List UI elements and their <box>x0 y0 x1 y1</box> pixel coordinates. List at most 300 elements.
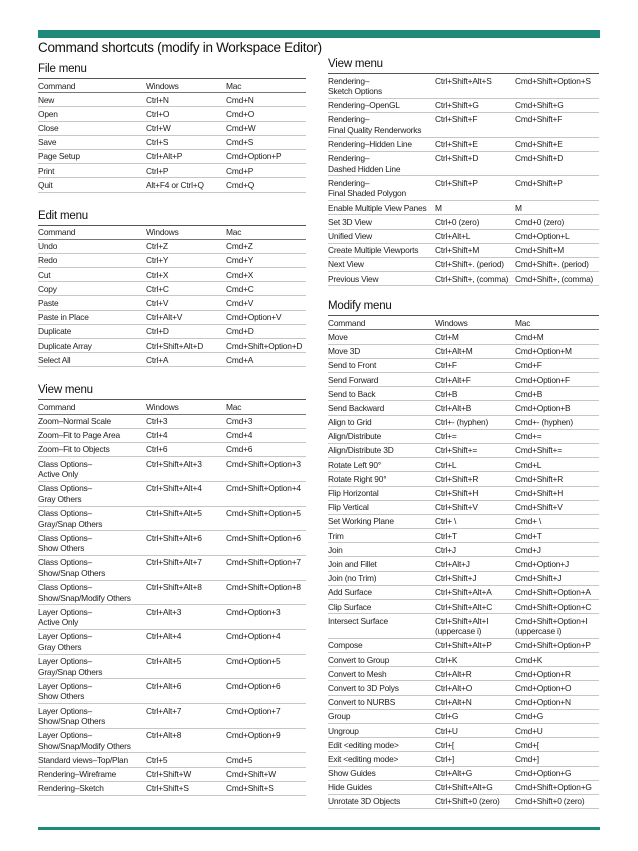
table-row <box>38 605 306 630</box>
command-cell: Duplicate Array <box>38 340 92 351</box>
command-cell: Save <box>38 137 57 148</box>
windows-shortcut-cell: Ctrl+Z <box>146 241 168 252</box>
mac-shortcut-cell: Cmd+Option+M <box>515 346 572 357</box>
mac-shortcut-cell: Cmd+Shift+S <box>226 783 274 794</box>
table-row <box>328 215 599 229</box>
windows-shortcut-cell: Ctrl+= <box>435 431 457 442</box>
windows-shortcut-cell: Ctrl+Shift+0 (zero) <box>435 796 500 807</box>
windows-shortcut-cell: Ctrl+Shift+Alt+5 <box>146 508 202 518</box>
table-row <box>328 113 599 138</box>
mac-shortcut-cell: Cmd+Shift+V <box>515 502 563 513</box>
windows-shortcut-cell: M <box>435 202 442 213</box>
command-cell: Rendering–OpenGL <box>328 100 400 111</box>
table-row <box>38 679 306 704</box>
table-row <box>328 345 599 359</box>
command-cell: Quit <box>38 179 53 190</box>
table-row <box>328 696 599 710</box>
table-row <box>328 201 599 215</box>
table-row <box>328 258 599 272</box>
mac-shortcut-cell: Cmd+N <box>226 94 254 105</box>
windows-shortcut-cell: Ctrl+3 <box>146 416 168 427</box>
table-row <box>328 653 599 667</box>
mac-shortcut-cell: Cmd+6 <box>226 444 253 455</box>
table-row <box>328 430 599 444</box>
mac-shortcut-cell: Cmd+Shift+P <box>515 177 563 188</box>
table-row <box>328 781 599 795</box>
command-cell: Exit <editing mode> <box>328 753 399 764</box>
table-header-row <box>38 400 306 414</box>
table-row <box>38 150 306 164</box>
windows-shortcut-cell: Ctrl+Shift+Alt+S <box>435 75 492 86</box>
header-windows: Windows <box>146 401 179 412</box>
table-row <box>38 581 306 606</box>
command-cell: Flip Vertical <box>328 502 369 513</box>
windows-shortcut-cell: Ctrl+Shift+= <box>435 445 478 456</box>
windows-shortcut-cell: Ctrl+Shift+Alt+6 <box>146 532 202 543</box>
mac-shortcut-cell: Cmd+3 <box>226 416 253 427</box>
mac-shortcut-cell: Cmd+Shift+H <box>515 488 564 498</box>
windows-shortcut-cell: Ctrl+- (hyphen) <box>435 417 489 428</box>
windows-shortcut-cell: Ctrl+Shift+J <box>435 573 477 584</box>
section-title: Edit menu <box>38 208 306 226</box>
command-cell: Layer Options– Active Only <box>38 606 92 628</box>
header-windows: Windows <box>146 80 179 91</box>
left-column <box>38 61 306 796</box>
table-row <box>38 729 306 754</box>
table-row <box>328 176 599 201</box>
command-cell: Copy <box>38 283 57 294</box>
table-row <box>328 557 599 571</box>
mac-shortcut-cell: Cmd+Shift+Option+D <box>226 340 303 351</box>
table-row <box>38 704 306 729</box>
windows-shortcut-cell: Ctrl+X <box>146 269 169 280</box>
header-mac: Mac <box>515 317 531 328</box>
table-row <box>328 600 599 614</box>
command-cell: Select All <box>38 354 71 365</box>
mac-shortcut-cell: Cmd+Shift+D <box>515 153 564 164</box>
command-cell: Set Working Plane <box>328 516 394 527</box>
command-cell: Unified View <box>328 231 372 241</box>
command-cell: Send Forward <box>328 374 379 385</box>
command-cell: Align/Distribute 3D <box>328 445 394 456</box>
table-row <box>328 458 599 472</box>
mac-shortcut-cell: Cmd+Shift+Option+C <box>515 601 592 612</box>
mac-shortcut-cell: Cmd+Option+V <box>226 312 282 323</box>
command-cell: Layer Options– Show Others <box>38 680 92 702</box>
table-row <box>38 782 306 796</box>
mac-shortcut-cell: Cmd+Shift+J <box>515 573 562 584</box>
command-cell: Move <box>328 331 348 342</box>
table-row <box>328 230 599 244</box>
bottom-accent-bar <box>38 827 600 830</box>
windows-shortcut-cell: Ctrl+Alt+4 <box>146 631 182 642</box>
table-row <box>38 136 306 150</box>
windows-shortcut-cell: Ctrl+J <box>435 544 456 555</box>
windows-shortcut-cell: Ctrl+Shift+Alt+4 <box>146 483 202 494</box>
mac-shortcut-cell: Cmd+= <box>515 431 542 442</box>
table-row <box>328 444 599 458</box>
mac-shortcut-cell: Cmd+Shift+Option+3 <box>226 458 301 469</box>
mac-shortcut-cell: Cmd+U <box>515 725 543 736</box>
table-row <box>328 681 599 695</box>
table-row <box>38 768 306 782</box>
windows-shortcut-cell: Ctrl+Alt+J <box>435 558 470 569</box>
table-row <box>328 738 599 752</box>
windows-shortcut-cell: Ctrl+Shift+R <box>435 473 479 484</box>
mac-shortcut-cell: Cmd+J <box>515 544 541 555</box>
table-row <box>38 93 306 107</box>
windows-shortcut-cell: Ctrl+Alt+3 <box>146 606 182 617</box>
table-row <box>38 556 306 581</box>
table-row <box>38 531 306 556</box>
table-row <box>328 529 599 543</box>
mac-shortcut-cell: Cmd+Option+O <box>515 682 572 693</box>
mac-shortcut-cell: Cmd+Shift+M <box>515 245 564 256</box>
mac-shortcut-cell: Cmd+Option+6 <box>226 680 281 691</box>
command-cell: Rendering– Final Quality Renderworks <box>328 114 422 135</box>
command-cell: Layer Options– Show/Snap Others <box>38 705 106 726</box>
mac-shortcut-cell: Cmd+X <box>226 269 254 280</box>
windows-shortcut-cell: Ctrl+L <box>435 459 457 470</box>
mac-shortcut-cell: Cmd+Shift+Option+8 <box>226 582 301 593</box>
table-header-row <box>38 226 306 240</box>
windows-shortcut-cell: Ctrl+Alt+L <box>435 231 471 241</box>
table-row <box>328 667 599 681</box>
header-command: Command <box>328 317 366 328</box>
table-row <box>38 415 306 429</box>
windows-shortcut-cell: Ctrl+Alt+B <box>435 402 472 413</box>
mac-shortcut-cell: Cmd+] <box>515 753 539 764</box>
table-row <box>328 795 599 809</box>
mac-shortcut-cell: Cmd+Option+9 <box>226 730 281 741</box>
command-cell: Align to Grid <box>328 417 372 428</box>
windows-shortcut-cell: Ctrl+Shift+Alt+P <box>435 640 492 651</box>
mac-shortcut-cell: Cmd+Option+B <box>515 402 571 413</box>
windows-shortcut-cell: Ctrl+G <box>435 711 459 722</box>
mac-shortcut-cell: Cmd+Shift+E <box>515 139 563 150</box>
command-cell: Convert to NURBS <box>328 697 396 708</box>
header-mac: Mac <box>226 227 242 237</box>
command-cell: Rendering– Dashed Hidden Line <box>328 153 401 174</box>
mac-shortcut-cell: Cmd+W <box>226 123 256 134</box>
header-mac: Mac <box>226 80 242 91</box>
windows-shortcut-cell: Ctrl+Shift+G <box>435 100 479 111</box>
command-cell: Rendering– Sketch Options <box>328 75 382 96</box>
windows-shortcut-cell: Ctrl+F <box>435 360 457 371</box>
mac-shortcut-cell: Cmd+Option+F <box>515 374 570 385</box>
windows-shortcut-cell: Ctrl+Alt+7 <box>146 705 182 716</box>
windows-shortcut-cell: Ctrl+O <box>146 108 170 119</box>
mac-shortcut-cell: Cmd+V <box>226 297 254 308</box>
windows-shortcut-cell: Ctrl+Shift+. (period) <box>435 259 504 270</box>
windows-shortcut-cell: Ctrl+V <box>146 297 169 308</box>
windows-shortcut-cell: Ctrl+Shift+Alt+G <box>435 782 493 793</box>
mac-shortcut-cell: Cmd+C <box>226 283 254 294</box>
modify-menu-section <box>328 298 599 809</box>
mac-shortcut-cell: Cmd+Option+7 <box>226 705 281 716</box>
table-row <box>38 339 306 353</box>
command-cell: Print <box>38 165 55 176</box>
windows-shortcut-cell: Ctrl+[ <box>435 739 455 750</box>
table-row <box>328 373 599 387</box>
command-cell: Group <box>328 711 351 722</box>
mac-shortcut-cell: Cmd+Shift+Option+G <box>515 782 592 793</box>
command-cell: Convert to 3D Polys <box>328 682 399 693</box>
table-row <box>328 639 599 653</box>
mac-shortcut-cell: Cmd+Option+J <box>515 558 569 569</box>
command-cell: Cut <box>38 269 51 280</box>
windows-shortcut-cell: Ctrl+Shift+P <box>435 177 478 188</box>
table-row <box>38 240 306 254</box>
section-title: Modify menu <box>328 298 599 316</box>
table-row <box>328 359 599 373</box>
table-row <box>38 429 306 443</box>
windows-shortcut-cell: Ctrl+4 <box>146 430 168 441</box>
command-cell: Set 3D View <box>328 216 372 227</box>
command-cell: Paste <box>38 297 59 308</box>
mac-shortcut-cell: Cmd+Shift+, (comma) <box>515 273 594 284</box>
command-cell: Trim <box>328 530 344 541</box>
windows-shortcut-cell: Ctrl+ \ <box>435 516 457 527</box>
windows-shortcut-cell: Ctrl+Shift+F <box>435 114 478 125</box>
mac-shortcut-cell: Cmd+P <box>226 165 254 176</box>
mac-shortcut-cell: Cmd+Shift+Option+5 <box>226 508 301 518</box>
command-cell: Add Surface <box>328 587 372 598</box>
command-cell: Previous View <box>328 273 379 284</box>
mac-shortcut-cell: Cmd+Shift+Option+I (uppercase i) <box>515 615 588 637</box>
command-cell: Zoom–Normal Scale <box>38 416 111 427</box>
mac-shortcut-cell: Cmd+Option+G <box>515 768 572 779</box>
windows-shortcut-cell: Alt+F4 or Ctrl+Q <box>146 179 204 190</box>
table-row <box>328 401 599 415</box>
windows-shortcut-cell: Ctrl+Alt+M <box>435 346 473 357</box>
mac-shortcut-cell: Cmd+Option+R <box>515 668 571 679</box>
right-column <box>328 56 599 809</box>
command-cell: Join (no Trim) <box>328 573 377 584</box>
table-row <box>38 311 306 325</box>
mac-shortcut-cell: Cmd+ \ <box>515 516 542 527</box>
command-cell: Rotate Left 90° <box>328 459 381 470</box>
command-cell: Rotate Right 90° <box>328 473 387 484</box>
windows-shortcut-cell: Ctrl+] <box>435 753 455 764</box>
mac-shortcut-cell: Cmd+G <box>515 711 544 722</box>
command-cell: Duplicate <box>38 326 72 337</box>
windows-shortcut-cell: Ctrl+Shift+, (comma) <box>435 273 509 284</box>
windows-shortcut-cell: Ctrl+Shift+M <box>435 245 480 256</box>
file-menu-section <box>38 61 306 193</box>
table-row <box>328 710 599 724</box>
command-cell: Ungroup <box>328 725 359 736</box>
table-row <box>328 724 599 738</box>
mac-shortcut-cell: Cmd+Option+P <box>226 151 282 162</box>
command-cell: Send to Back <box>328 388 376 399</box>
table-row <box>328 501 599 515</box>
command-cell: Edit <editing mode> <box>328 739 399 750</box>
table-row <box>328 330 599 344</box>
command-cell: Create Multiple Viewports <box>328 245 419 256</box>
command-cell: Redo <box>38 255 58 266</box>
mac-shortcut-cell: Cmd+Shift+0 (zero) <box>515 796 585 807</box>
windows-shortcut-cell: Ctrl+Alt+8 <box>146 730 182 741</box>
mac-shortcut-cell: Cmd+Option+5 <box>226 656 281 667</box>
section-title: View menu <box>328 56 599 74</box>
table-row <box>38 254 306 268</box>
table-row <box>38 164 306 178</box>
command-cell: Convert to Mesh <box>328 668 387 679</box>
windows-shortcut-cell: Ctrl+U <box>435 725 458 736</box>
mac-shortcut-cell: Cmd+M <box>515 331 544 342</box>
command-cell: Join <box>328 544 343 555</box>
command-cell: Align/Distribute <box>328 431 382 442</box>
windows-shortcut-cell: Ctrl+Alt+F <box>435 374 471 385</box>
table-row <box>38 630 306 655</box>
table-row <box>38 443 306 457</box>
table-row <box>38 457 306 482</box>
command-cell: Rendering–Sketch <box>38 783 104 794</box>
windows-shortcut-cell: Ctrl+5 <box>146 754 168 765</box>
windows-shortcut-cell: Ctrl+Shift+H <box>435 488 479 498</box>
command-cell: New <box>38 94 55 105</box>
windows-shortcut-cell: Ctrl+D <box>146 326 169 337</box>
mac-shortcut-cell: Cmd+Shift+Option+A <box>515 587 591 598</box>
windows-shortcut-cell: Ctrl+B <box>435 388 458 399</box>
windows-shortcut-cell: Ctrl+Shift+Alt+7 <box>146 557 202 568</box>
command-cell: Next View <box>328 259 364 270</box>
windows-shortcut-cell: Ctrl+Shift+Alt+C <box>435 601 493 612</box>
windows-shortcut-cell: Ctrl+Alt+6 <box>146 680 182 691</box>
command-cell: Class Options– Show/Snap/Modify Others <box>38 582 131 603</box>
mac-shortcut-cell: Cmd+A <box>226 354 254 365</box>
command-cell: Rendering–Wireframe <box>38 769 117 780</box>
windows-shortcut-cell: Ctrl+Shift+S <box>146 783 189 794</box>
view-menu-section-right <box>328 56 599 286</box>
windows-shortcut-cell: Ctrl+Alt+V <box>146 312 183 323</box>
command-cell: Standard views–Top/Plan <box>38 754 128 765</box>
windows-shortcut-cell: Ctrl+Shift+Alt+D <box>146 340 204 351</box>
command-cell: Show Guides <box>328 768 376 779</box>
section-title: File menu <box>38 61 306 79</box>
header-windows: Windows <box>146 227 179 237</box>
command-cell: Class Options– Active Only <box>38 458 92 480</box>
table-row <box>328 752 599 766</box>
command-cell: Undo <box>38 241 58 252</box>
command-cell: Rendering–Hidden Line <box>328 139 412 150</box>
mac-shortcut-cell: Cmd+[ <box>515 739 539 750</box>
edit-menu-section <box>38 208 306 368</box>
table-header-row <box>38 79 306 93</box>
windows-shortcut-cell: Ctrl+A <box>146 354 169 365</box>
mac-shortcut-cell: Cmd+0 (zero) <box>515 216 565 227</box>
mac-shortcut-cell: Cmd+Option+4 <box>226 631 281 642</box>
command-cell: Unrotate 3D Objects <box>328 796 401 807</box>
header-command: Command <box>38 401 76 412</box>
windows-shortcut-cell: Ctrl+W <box>146 123 171 134</box>
command-cell: Send Backward <box>328 402 385 413</box>
command-cell: Move 3D <box>328 346 361 357</box>
table-row <box>38 282 306 296</box>
table-row <box>328 572 599 586</box>
table-row <box>38 296 306 310</box>
mac-shortcut-cell: Cmd+F <box>515 360 542 371</box>
mac-shortcut-cell: Cmd+D <box>226 326 254 337</box>
windows-shortcut-cell: Ctrl+Shift+W <box>146 769 192 780</box>
page-title: Command shortcuts (modify in Workspace Editor) <box>38 40 322 55</box>
command-cell: Zoom–Fit to Objects <box>38 444 110 455</box>
mac-shortcut-cell: Cmd+T <box>515 530 542 541</box>
mac-shortcut-cell: Cmd+Shift+Option+P <box>515 640 591 651</box>
view-menu-section-left <box>38 382 306 796</box>
windows-shortcut-cell: Ctrl+Alt+O <box>435 682 473 693</box>
command-cell: Close <box>38 123 59 134</box>
windows-shortcut-cell: Ctrl+Alt+R <box>435 668 472 679</box>
table-row <box>328 767 599 781</box>
windows-shortcut-cell: Ctrl+Shift+Alt+A <box>435 587 492 598</box>
windows-shortcut-cell: Ctrl+Shift+Alt+I (uppercase i) <box>435 615 489 637</box>
table-row <box>328 244 599 258</box>
command-cell: Class Options– Show/Snap Others <box>38 557 106 578</box>
table-row <box>328 138 599 152</box>
windows-shortcut-cell: Ctrl+C <box>146 283 169 294</box>
table-row <box>328 614 599 639</box>
mac-shortcut-cell: Cmd+Option+3 <box>226 606 281 617</box>
table-row <box>38 753 306 767</box>
table-row <box>38 325 306 339</box>
mac-shortcut-cell: Cmd+Z <box>226 241 253 252</box>
mac-shortcut-cell: Cmd+4 <box>226 430 253 441</box>
header-windows: Windows <box>435 317 468 328</box>
mac-shortcut-cell: Cmd+Shift+Option+4 <box>226 483 301 494</box>
command-cell: Layer Options– Show/Snap/Modify Others <box>38 730 131 751</box>
table-row <box>38 353 306 367</box>
windows-shortcut-cell: Ctrl+S <box>146 137 169 148</box>
header-mac: Mac <box>226 401 242 412</box>
windows-shortcut-cell: Ctrl+0 (zero) <box>435 216 480 227</box>
mac-shortcut-cell: Cmd+Shift+Option+S <box>515 75 591 86</box>
mac-shortcut-cell: Cmd+- (hyphen) <box>515 417 573 428</box>
windows-shortcut-cell: Ctrl+Shift+E <box>435 139 478 150</box>
command-cell: Compose <box>328 640 363 651</box>
command-cell: Rendering– Final Shaded Polygon <box>328 177 406 199</box>
command-cell: Flip Horizontal <box>328 488 379 498</box>
table-row <box>328 586 599 600</box>
mac-shortcut-cell: Cmd+Shift+W <box>226 769 276 780</box>
header-command: Command <box>38 80 76 91</box>
table-row <box>328 99 599 113</box>
windows-shortcut-cell: Ctrl+Alt+G <box>435 768 473 779</box>
mac-shortcut-cell: Cmd+Shift+Option+6 <box>226 532 301 543</box>
mac-shortcut-cell: Cmd+B <box>515 388 543 399</box>
mac-shortcut-cell: Cmd+Shift+Option+7 <box>226 557 301 568</box>
mac-shortcut-cell: Cmd+Option+L <box>515 231 570 241</box>
top-accent-bar <box>38 30 600 38</box>
mac-shortcut-cell: Cmd+Y <box>226 255 254 266</box>
command-cell: Intersect Surface <box>328 615 388 626</box>
command-cell: Convert to Group <box>328 654 390 665</box>
mac-shortcut-cell: Cmd+Q <box>226 179 255 190</box>
command-cell: Send to Front <box>328 360 377 371</box>
table-row <box>328 543 599 557</box>
windows-shortcut-cell: Ctrl+T <box>435 530 457 541</box>
table-row <box>38 122 306 136</box>
table-row <box>38 268 306 282</box>
command-cell: Hide Guides <box>328 782 372 793</box>
windows-shortcut-cell: Ctrl+Shift+Alt+8 <box>146 582 202 593</box>
command-cell: Class Options– Show Others <box>38 532 92 554</box>
windows-shortcut-cell: Ctrl+M <box>435 331 459 342</box>
command-cell: Class Options– Gray/Snap Others <box>38 508 103 529</box>
mac-shortcut-cell: Cmd+Option+N <box>515 697 571 708</box>
table-row <box>328 74 599 99</box>
